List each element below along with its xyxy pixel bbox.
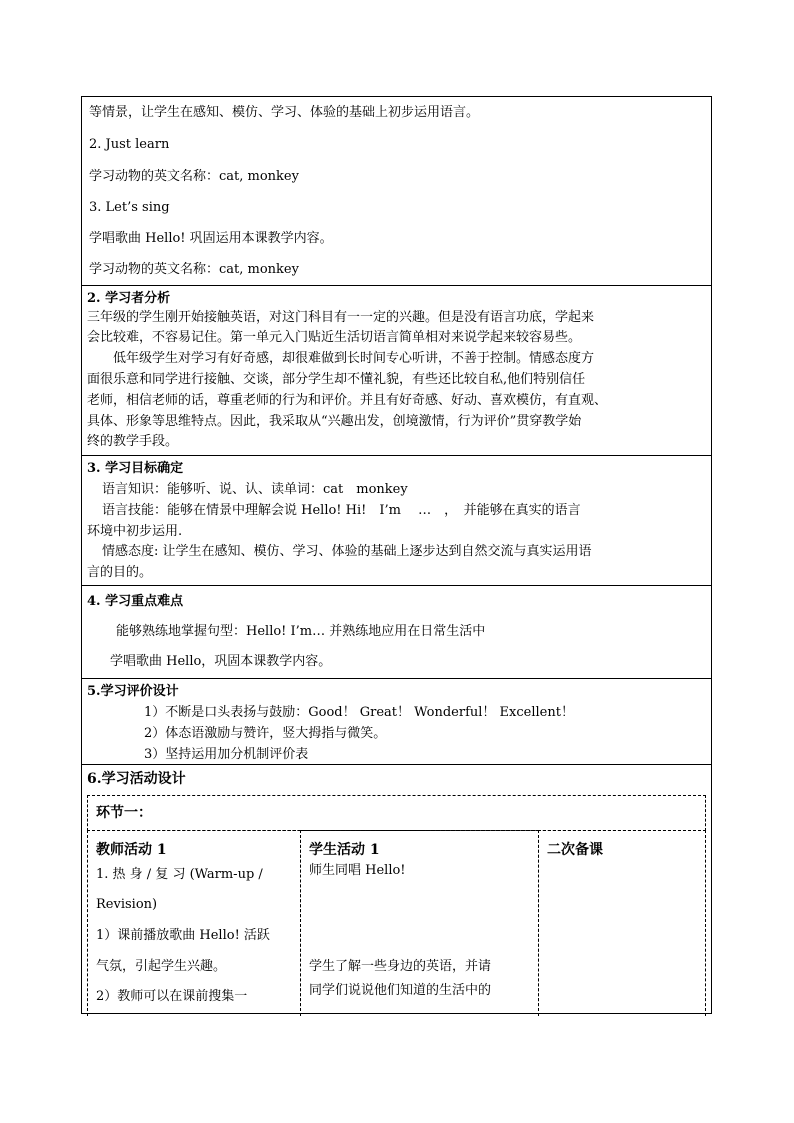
paragraph-line: 具体、形象等思维特点。因此，我采取从“兴趣出发，创境激情，行为评价”贯穿教学始 <box>87 414 582 429</box>
key-point-line: 学唱歌曲 Hello，巩固本课教学内容。 <box>110 654 332 669</box>
learner-analysis-section <box>82 285 711 455</box>
paragraph-line: 老师，相信老师的话，尊重老师的行为和评价。并且有好奇感、好动、喜欢模仿，有直观、 <box>87 393 608 408</box>
objective-line: 语言技能：能够在情景中理解会说 Hello! Hi! I’m … ， 并能够在真实的语言 <box>102 503 581 518</box>
content-line: 学习动物的英文名称：cat, monkey <box>89 262 299 277</box>
objective-line: 情感态度: 让学生在感知、模仿、学习、体验的基础上逐步达到自然交流与真实运用语 <box>102 544 592 559</box>
segment-label: 环节一： <box>96 805 152 821</box>
teacher-activity-line: 气氛，引起学生兴趣。 <box>96 959 227 974</box>
objective-line: 言的目的。 <box>87 565 153 580</box>
content-line: 学习动物的英文名称：cat, monkey <box>89 169 299 184</box>
student-activity-line: 同学们说说他们知道的生活中的 <box>309 983 492 998</box>
evaluation-section <box>82 678 711 764</box>
evaluation-line: 3）坚持运用加分机制评价表 <box>144 747 309 762</box>
lesson-plan-table <box>81 96 712 1014</box>
evaluation-line: 1）不断是口头表扬与鼓励：Good！ Great！ Wonderful！ Excellent！ <box>144 705 574 720</box>
activity-design-section <box>82 764 711 1015</box>
content-line: 2. Just learn <box>89 137 170 152</box>
key-points-section <box>82 585 711 678</box>
section-heading: 3. 学习目标确定 <box>87 461 184 476</box>
teacher-activity-line: 1. 热 身 / 复 习 (Warm-up / <box>96 867 263 882</box>
teacher-activity-line: 2）教师可以在课前搜集一 <box>96 989 248 1004</box>
student-activity-column <box>300 830 539 1016</box>
student-activity-line: 师生同唱 Hello! <box>309 863 406 878</box>
paragraph-line: 面很乐意和同学进行接触、交谈，部分学生却不懂礼貌，有些还比较自私,他们特别信任 <box>87 372 586 387</box>
section-heading: 2. 学习者分析 <box>87 291 171 306</box>
paragraph-line: 终的教学手段。 <box>87 434 179 449</box>
segment-box <box>87 795 706 831</box>
content-line: 3. Let’s sing <box>89 200 170 215</box>
paragraph-line: 三年级的学生刚开始接触英语，对这门科目有一一定的兴趣。但是没有语言功底，学起来 <box>87 310 595 325</box>
teacher-activity-column <box>87 830 301 1016</box>
content-line: 学唱歌曲 Hello! 巩固运用本课教学内容。 <box>89 231 333 246</box>
paragraph-line: 会比较难，不容易记住。第一单元入门贴近生活切语言简单相对来说学起来较容易些。 <box>87 330 582 345</box>
teacher-activity-line: 1）课前播放歌曲 Hello! 活跃 <box>96 928 270 943</box>
content-section <box>82 97 711 285</box>
objective-line: 语言知识：能够听、说、认、读单词：cat monkey <box>102 482 408 497</box>
evaluation-line: 2）体态语激励与赞许，竖大拇指与微笑。 <box>144 726 387 741</box>
column-title: 教师活动 1 <box>96 842 167 858</box>
column-title: 二次备课 <box>547 842 603 858</box>
student-activity-line: 学生了解一些身边的英语，并请 <box>309 959 492 974</box>
teacher-activity-line: Revision) <box>96 897 158 912</box>
second-prep-column <box>538 830 706 1016</box>
key-point-line: 能够熟练地掌握句型：Hello! I’m… 并熟练地应用在日常生活中 <box>116 624 486 639</box>
content-line: 等情景，让学生在感知、模仿、学习、体验的基础上初步运用语言。 <box>89 105 480 120</box>
learning-objectives-section <box>82 455 711 585</box>
section-heading: 4. 学习重点难点 <box>87 594 184 609</box>
paragraph-line: 低年级学生对学习有好奇感，却很难做到长时间专心听讲，不善于控制。情感态度方 <box>87 351 595 366</box>
objective-line: 环境中初步运用. <box>87 524 183 539</box>
section-heading: 6.学习活动设计 <box>87 771 186 787</box>
column-title: 学生活动 1 <box>309 842 380 858</box>
section-heading: 5.学习评价设计 <box>87 684 179 699</box>
